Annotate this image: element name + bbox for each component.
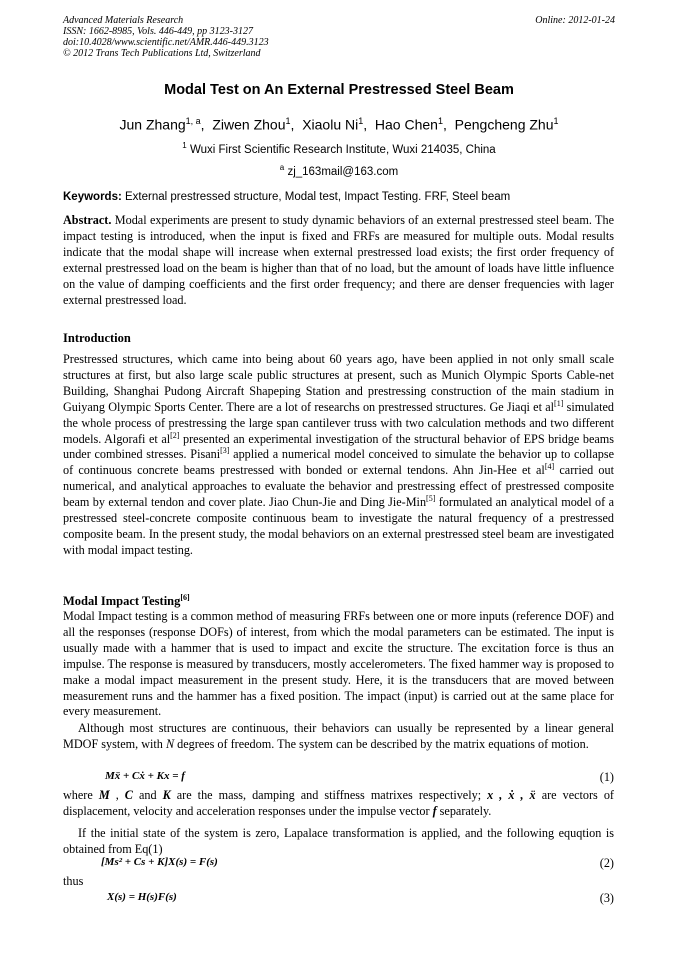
modal-paragraph-1: Modal Impact testing is a common method of measuring FRFs between one or more inputs (reference DOF) and all the responses (response DOFs) of interest, from which the modal parameters can be estimated. The input is usually made with a hammer that is used to impact and excite the structure. The excitation force is thus an impulse. The response is measured by transducers, mostly accelerometers. The fixed hammer way is proposed to make a modal impact measurement in the present study. Here, it is the transducers that are moved between measurement runs and the hammer has a fixed position. The impact (input) is carried out at the same place for every measurement. [63,609,614,719]
keywords-label: Keywords: [63,191,122,203]
affiliation-text: Wuxi First Scientific Research Institute, Wuxi 214035, China [189,143,496,156]
modal-paragraph-2 [63,721,614,753]
citation: [1] [554,398,564,408]
author: Pengcheng Zhu [454,116,554,133]
online-date: Online: 2012-01-24 [535,15,615,26]
paper-title: Modal Test on An External Prestressed Steel Beam [164,82,514,98]
author: Hao Chen [374,116,438,133]
thus-text: thus [63,874,84,888]
intro-text: applied a numerical model conceived to simulate the behavior up to collapse of continuous concrete beams prestressed with bonded or external tendons. Ahn Jin-Hee et al [63,447,614,478]
modal-text: are vectors of displacement, velocity and acceleration responses under the impulse vector [63,788,614,818]
author-sup: 1 [285,116,291,126]
equation-number: (1) [599,770,614,784]
variable: C [124,788,133,802]
author-list: Jun Zhang$^{1, a}$, Ziwen Zhou$^1$, Xiaolu Ni$^1$, Hao Chen$^1$, Pengcheng Zhu$^1$ [119,116,559,133]
email-text: zj_163mail@163.com [287,165,399,178]
intro-text: presented an experimental investigation of the structural behavior of EPS bridge beams under combined stresses. Pisani [63,431,614,462]
doi: doi:10.4028/www.scientific.net/AMR.446-449.3123 [63,37,269,48]
issn: ISSN: 1662-8985, Vols. 446-449, pp 3123-3127 [63,26,253,37]
variable: M [98,788,110,802]
copyright: © 2012 Trans Tech Publications Ltd, Switzerland [63,48,261,59]
variable: f [432,803,437,818]
citation: [6] [180,593,190,602]
modal-text: separately. [436,803,492,818]
author: Xiaolu Ni [302,116,359,133]
modal-paragraph-3: If the initial state of the system is zero, Lapalace transformation is applied, and the following equqtion is obtained from Eq(1) [63,826,614,856]
modal-text: are the mass, damping and stiffness matrixes respectively; [170,788,488,802]
abstract-text: Modal experiments are present to study dynamic behaviors of an external prestressed steel beam. The impact testing is introduced, when the input is fixed and FRFs are measured for multiple outs. Modal results indicate that the modal shape will increase when external prestressed load exists; the first order frequency of external prestressed load on the beam is higher than that of no load, but the amount of loads have little influence on the value of damping coefficients and the first order frequency; and there are denser frequencies with lager external prestressed load. [63,213,614,307]
modal-text: degrees of freedom. The system can be described by the matrix equations of motion. [174,736,589,751]
journal-header [63,15,615,59]
variable: K [162,788,171,802]
citation: [4] [544,462,555,472]
equation-expression: X(s) = H(s)F(s) [107,891,177,903]
intro-text: formulated an analytical model of a prestressed steel-concrete composite continuous beam to investigate the natural frequency of a prestressed composite beam. In the present study, the modal behaviors on an external prestressed steel beam are investigated with modal impact testing. [63,495,614,557]
intro-text: simulated the whole process of prestressing the large span cantilever truss with two calculation methods and two different models. Algorafi et al [63,399,614,446]
author-sup: 1, a [185,116,201,126]
author: Ziwen Zhou [212,116,286,133]
author: Jun Zhang [119,116,186,133]
modal-heading-text: Modal Impact Testing [63,594,181,609]
introduction-paragraph [63,352,614,559]
affiliation-sup: 1 [182,141,187,150]
abstract [63,213,614,308]
where-paragraph [63,788,614,820]
equation-number: (2) [599,856,614,870]
modal-heading [63,593,190,609]
equation-3 [63,891,614,907]
equation-expression: [Ms² + Cs + K]X(s) = F(s) [101,856,218,868]
variable: N [165,736,175,751]
intro-text: Prestressed structures, which came into being about 60 years ago, have been applied in not only small scale structures at first, but also large scale public structures at present, such as Munich Olympic Sports Cable-net Building, Shanghai Pudong Aircraft Shapeping Station and prestressing construction of the main stadium in Guiyang Olympic Sports Center. There are a lot of researchs on prestressed structures. Ge Jiaqi et al [63,352,614,414]
abstract-label: Abstract. [63,213,112,227]
equation-2 [63,856,614,872]
email [0,163,678,178]
citation: [5] [426,494,436,504]
equation-number: (3) [599,891,614,905]
modal-text: and [132,788,163,802]
keywords-text: External prestressed structure, Modal test, Impact Testing. FRF, Steel beam [125,191,511,203]
equation-1 [63,770,614,786]
variable: x , ẋ , ẍ [487,788,536,802]
citation: [2] [170,430,180,440]
affiliation [0,141,678,156]
citation: [3] [220,446,230,456]
modal-text: , [109,788,125,802]
intro-text: carried out numerical, and analytical approaches to evaluate the behavior and prestressing effect of prestressed composite beam by external tendon and cover plate. Jiao Chun-Jie and Ding Jie-Min [63,463,615,510]
equation-expression: Mẍ + Cẋ + Kx = f [105,770,185,782]
modal-text: where [63,788,99,802]
author-sup: 1 [358,116,364,126]
journal-name: Advanced Materials Research [63,15,184,26]
modal-text: Although most structures are continuous, their behaviors can usually be represented by a linear general MDOF system, with [63,721,614,751]
author-sup: 1 [553,116,559,126]
author-sup: 1 [437,116,443,126]
keywords [63,191,623,203]
introduction-heading: Introduction [63,331,131,345]
email-sup: a [279,163,285,172]
